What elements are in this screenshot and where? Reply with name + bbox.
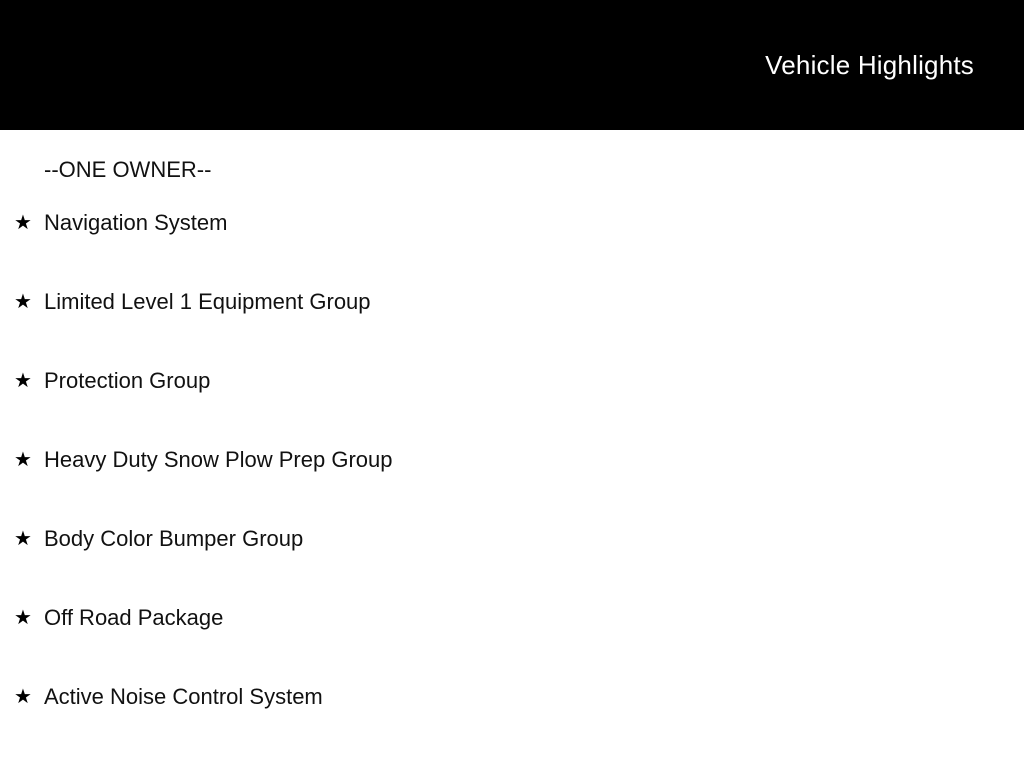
highlights-list	[0, 183, 1024, 736]
list-item-label: Limited Level 1 Equipment Group	[44, 288, 371, 314]
star-icon: ★	[14, 606, 32, 629]
list-item	[0, 262, 1024, 341]
list-item-label: Protection Group	[44, 367, 211, 393]
list-item-label: Off Road Package	[44, 604, 224, 630]
star-icon: ★	[14, 527, 32, 550]
list-item	[0, 657, 1024, 736]
list-item	[0, 341, 1024, 420]
list-item	[0, 183, 1024, 262]
star-icon: ★	[14, 369, 32, 392]
highlights-content	[0, 157, 1024, 736]
star-icon: ★	[14, 685, 32, 708]
star-icon: ★	[14, 290, 32, 313]
list-item-label: Active Noise Control System	[44, 683, 323, 709]
list-item	[0, 578, 1024, 657]
list-item-label: Body Color Bumper Group	[44, 525, 304, 551]
list-item	[0, 420, 1024, 499]
star-icon: ★	[14, 211, 32, 234]
star-icon: ★	[14, 448, 32, 471]
page-title: Vehicle Highlights	[765, 50, 974, 80]
header-bar	[0, 0, 1024, 130]
list-item-label: Navigation System	[44, 209, 228, 235]
one-owner-note: --ONE OWNER--	[44, 157, 212, 182]
list-item	[0, 499, 1024, 578]
list-item-label: Heavy Duty Snow Plow Prep Group	[44, 446, 393, 472]
